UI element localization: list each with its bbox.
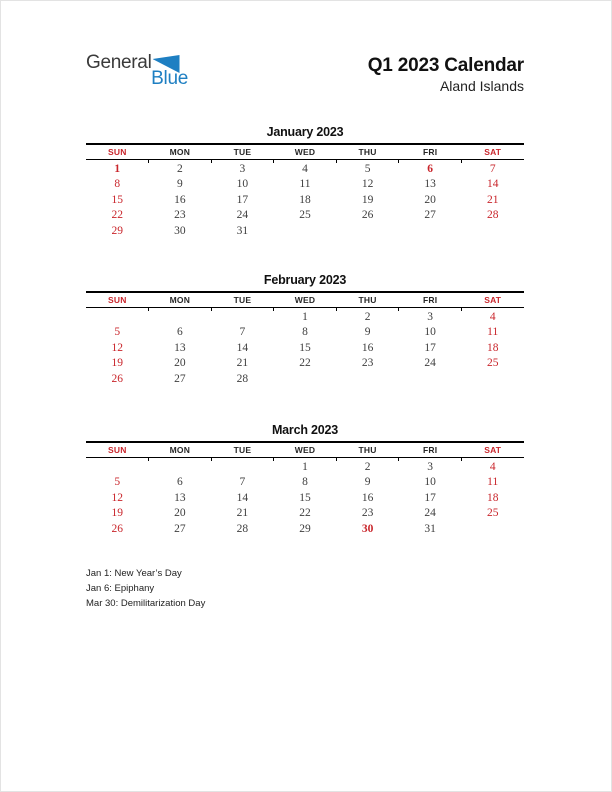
date-cell: 5	[364, 162, 371, 175]
day-header-sat: SAT	[484, 445, 502, 455]
date-cell: 23	[361, 357, 374, 370]
date-cell: 7	[489, 162, 496, 175]
empty-cell	[461, 521, 524, 537]
date-cell: 23	[361, 507, 374, 520]
date-cell: 13	[174, 341, 186, 354]
day-header-thu: THU	[336, 145, 399, 159]
date-cell: 14	[236, 491, 249, 504]
date-cell: 18	[486, 341, 499, 354]
logo-general-text: General	[86, 52, 152, 73]
empty-cell	[149, 459, 212, 475]
date-cell: 28	[486, 209, 499, 222]
date-cell: 18	[299, 193, 311, 206]
date-cell: 9	[364, 326, 371, 339]
date-cell: 29	[299, 522, 311, 535]
date-cell: 13	[174, 491, 186, 504]
date-cell: 22	[299, 357, 311, 370]
logo-blue-text: Blue	[151, 68, 188, 89]
date-cell: 2	[364, 310, 371, 323]
page-subtitle: Aland Islands	[439, 78, 524, 94]
date-cell: 30	[174, 224, 186, 237]
date-cell: 4	[302, 162, 308, 175]
day-header-thu: THU	[336, 443, 399, 457]
date-cell: 24	[424, 507, 436, 520]
dates-grid	[86, 308, 524, 387]
date-cell: 19	[361, 193, 374, 206]
holiday-list	[86, 566, 205, 611]
date-cell: 15	[299, 491, 311, 504]
day-header-wed: WED	[274, 443, 337, 457]
empty-cell	[336, 371, 399, 387]
date-cell: 5	[114, 326, 121, 339]
date-cell: 10	[236, 178, 249, 191]
date-cell: 19	[111, 357, 124, 370]
day-header-tue: TUE	[211, 145, 274, 159]
date-cell: 26	[361, 209, 374, 222]
dates-grid	[86, 160, 524, 239]
date-cell: 21	[236, 507, 249, 520]
day-header-mon: MON	[149, 443, 212, 457]
date-cell: 27	[174, 522, 186, 535]
empty-cell	[211, 459, 274, 475]
day-header-sat: SAT	[484, 147, 502, 157]
date-cell: 24	[236, 209, 249, 222]
date-cell: 9	[364, 476, 371, 489]
day-header-wed: WED	[274, 145, 337, 159]
page-title: Q1 2023 Calendar	[367, 55, 524, 76]
holiday-item: Jan 1: New Year’s Day	[86, 568, 182, 579]
date-cell: 17	[236, 193, 249, 206]
date-cell: 18	[486, 491, 499, 504]
date-cell: 3	[427, 310, 433, 323]
date-cell: 12	[111, 341, 124, 354]
holiday-item: Mar 30: Demilitarization Day	[86, 598, 206, 609]
empty-cell	[461, 371, 524, 387]
date-cell: 8	[302, 326, 308, 339]
date-cell: 1	[114, 162, 121, 175]
date-cell: 15	[299, 341, 311, 354]
date-cell: 27	[174, 372, 186, 385]
date-cell: 11	[299, 178, 311, 191]
date-cell: 28	[236, 522, 249, 535]
date-cell: 16	[174, 193, 186, 206]
date-cell: 17	[424, 491, 436, 504]
month-march	[86, 424, 524, 537]
date-cell: 29	[111, 224, 124, 237]
date-cell: 26	[111, 522, 124, 535]
date-cell: 12	[361, 178, 374, 191]
general-blue-logo	[86, 52, 188, 88]
date-cell: 4	[489, 310, 496, 323]
weekday-header-row	[86, 143, 524, 160]
day-header-fri: FRI	[399, 145, 462, 159]
date-cell: 26	[111, 372, 124, 385]
date-cell: 9	[176, 178, 183, 191]
date-cell: 24	[424, 357, 436, 370]
date-cell: 30	[361, 522, 374, 535]
day-header-fri: FRI	[399, 293, 462, 307]
empty-cell	[149, 309, 212, 325]
date-cell: 11	[487, 326, 499, 339]
date-cell: 17	[424, 341, 436, 354]
date-cell: 25	[299, 209, 311, 222]
day-header-mon: MON	[149, 293, 212, 307]
date-cell: 2	[176, 162, 183, 175]
empty-cell	[274, 223, 337, 239]
date-cell: 27	[424, 209, 436, 222]
day-header-sun: SUN	[86, 293, 149, 307]
date-cell: 19	[111, 507, 124, 520]
date-cell: 13	[424, 178, 436, 191]
date-cell: 20	[174, 507, 186, 520]
empty-cell	[461, 223, 524, 239]
date-cell: 16	[361, 341, 374, 354]
empty-cell	[86, 459, 149, 475]
date-cell: 3	[427, 460, 433, 473]
empty-cell	[399, 223, 462, 239]
date-cell: 3	[239, 162, 246, 175]
day-header-fri: FRI	[399, 443, 462, 457]
date-cell: 6	[176, 476, 183, 489]
date-cell: 20	[424, 193, 436, 206]
date-cell: 1	[302, 460, 308, 473]
date-cell: 5	[114, 476, 121, 489]
day-header-thu: THU	[336, 293, 399, 307]
date-cell: 20	[174, 357, 186, 370]
day-header-sun: SUN	[86, 145, 149, 159]
date-cell: 25	[486, 357, 499, 370]
date-cell: 6	[427, 162, 433, 175]
empty-cell	[399, 371, 462, 387]
date-cell: 22	[299, 507, 311, 520]
weekday-header-row	[86, 291, 524, 308]
date-cell: 6	[176, 326, 183, 339]
date-cell: 8	[114, 178, 121, 191]
date-cell: 21	[236, 357, 249, 370]
header-titles	[368, 55, 524, 95]
day-header-sun: SUN	[86, 443, 149, 457]
date-cell: 10	[424, 326, 436, 339]
day-header-mon: MON	[149, 145, 212, 159]
date-cell: 8	[302, 476, 308, 489]
month-title: January 2023	[266, 125, 344, 139]
month-title: February 2023	[263, 273, 347, 287]
date-cell: 28	[236, 372, 249, 385]
date-cell: 2	[364, 460, 371, 473]
date-cell: 11	[487, 476, 499, 489]
date-cell: 7	[239, 326, 246, 339]
weekday-header-row	[86, 441, 524, 458]
day-header-tue: TUE	[211, 443, 274, 457]
date-cell: 14	[486, 178, 499, 191]
dates-grid	[86, 458, 524, 537]
date-cell: 1	[302, 310, 308, 323]
date-cell: 10	[424, 476, 436, 489]
empty-cell	[274, 371, 337, 387]
day-header-sat: SAT	[484, 295, 502, 305]
month-february	[86, 274, 524, 387]
date-cell: 31	[424, 522, 436, 535]
date-cell: 16	[361, 491, 374, 504]
date-cell: 15	[111, 193, 124, 206]
date-cell: 12	[111, 491, 124, 504]
month-january	[86, 126, 524, 239]
month-title: March 2023	[271, 423, 339, 437]
empty-cell	[211, 309, 274, 325]
empty-cell	[86, 309, 149, 325]
date-cell: 7	[239, 476, 246, 489]
date-cell: 21	[486, 193, 499, 206]
date-cell: 31	[236, 224, 249, 237]
holiday-item: Jan 6: Epiphany	[86, 583, 155, 594]
day-header-wed: WED	[274, 293, 337, 307]
empty-cell	[336, 223, 399, 239]
date-cell: 23	[174, 209, 186, 222]
date-cell: 4	[489, 460, 496, 473]
date-cell: 22	[111, 209, 124, 222]
day-header-tue: TUE	[211, 293, 274, 307]
date-cell: 25	[486, 507, 499, 520]
date-cell: 14	[236, 341, 249, 354]
